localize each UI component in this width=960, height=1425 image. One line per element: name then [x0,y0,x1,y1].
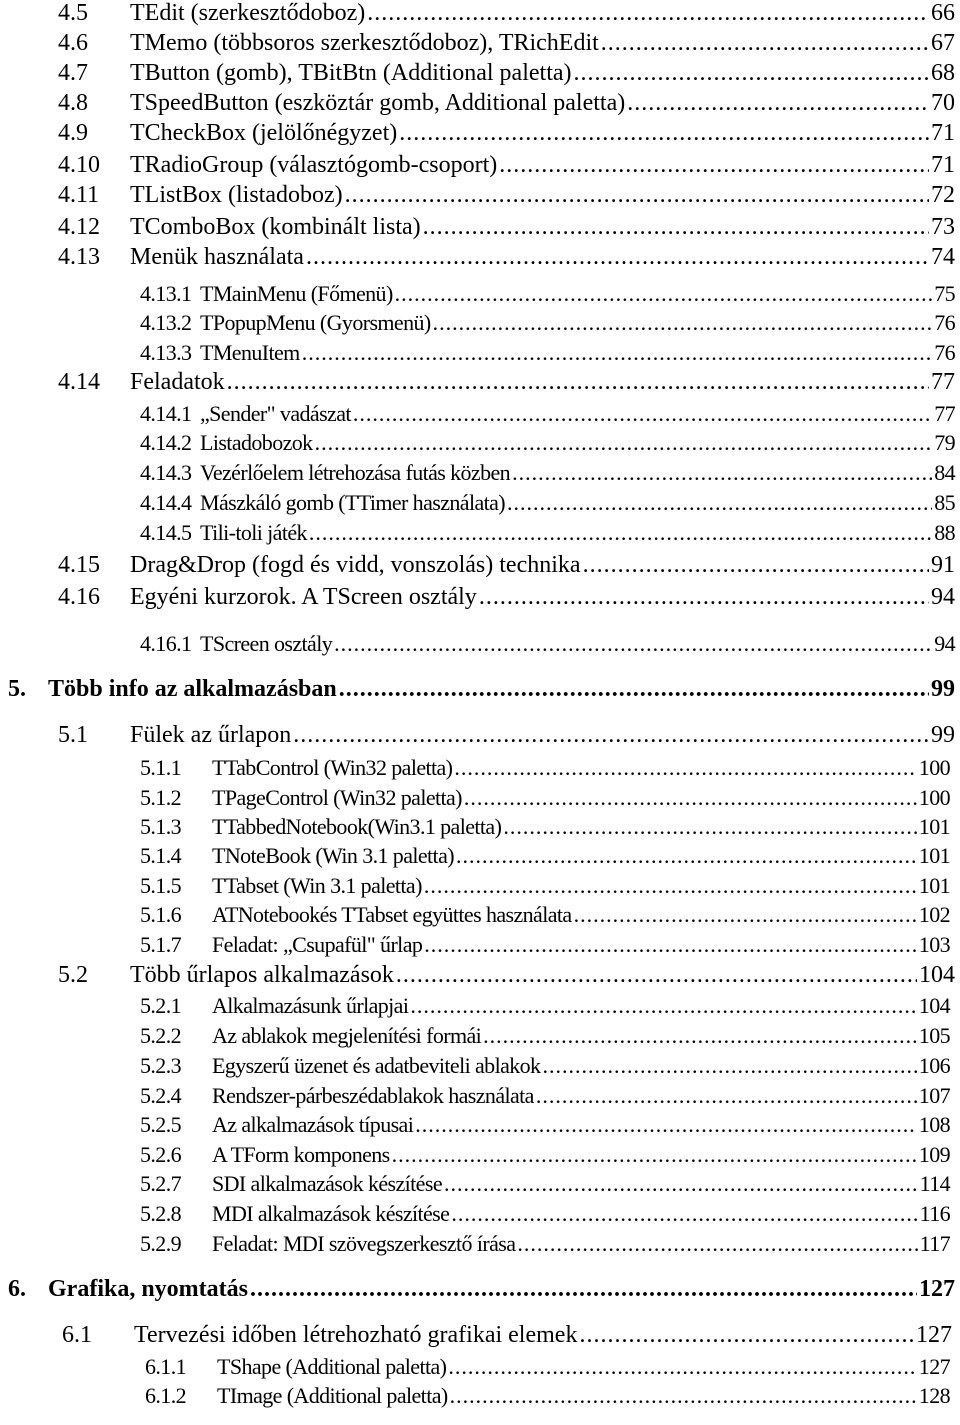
toc-entry-number: 5.2.9 [140,1231,182,1256]
dot-leader [415,1112,917,1137]
toc-entry-title: Vezérlőelem létrehozása futás közben [200,460,511,485]
dot-leader [479,584,929,612]
toc-entry-number: 5.2.1 [140,993,182,1018]
toc-entry[interactable] [58,60,955,88]
toc-entry-number: 4.13.2 [140,310,192,335]
toc-entry-number: 5.1.7 [140,932,182,957]
toc-entry-title: Feladat: MDI szövegszerkesztő írása [212,1231,516,1256]
dot-leader [433,310,933,335]
dot-leader [454,755,916,780]
toc-entry-title: Drag&Drop (fogd és vidd, vonszolás) technika [130,552,581,578]
toc-entry[interactable] [140,1201,950,1226]
toc-entry-number: 4.14.1 [140,401,192,426]
toc-entry[interactable] [140,631,955,656]
toc-entry-number: 5.1.4 [140,843,182,868]
toc-entry-number: 5.2.2 [140,1023,182,1048]
toc-entry-number: 5.1.5 [140,873,182,898]
toc-entry-title: TTabset (Win 3.1 paletta) [212,873,422,898]
toc-entry[interactable] [8,1276,955,1304]
toc-entry-page: 88 [934,520,955,545]
dot-leader [353,401,932,426]
toc-entry-page: 72 [931,182,955,208]
toc-entry[interactable] [140,814,950,839]
toc-entry-title: Feladatok [130,369,225,395]
dot-leader [395,281,933,306]
toc-entry-number: 4.12 [58,214,100,240]
toc-entry-page: 99 [931,722,955,748]
dot-leader [512,460,932,485]
toc-entry-title: TImage (Additional paletta) [217,1383,448,1408]
toc-entry[interactable] [58,214,955,242]
toc-entry-page: 101 [918,814,950,839]
dot-leader [499,152,929,180]
toc-entry[interactable] [58,369,955,397]
toc-entry-page: 109 [918,1142,950,1167]
toc-entry[interactable] [140,785,950,810]
toc-entry-number: 4.13.1 [140,281,192,306]
toc-entry-title: Egyéni kurzorok. A TScreen osztály [130,584,477,610]
toc-entry-page: 127 [918,1354,950,1379]
toc-entry-title: Az alkalmazások típusai [212,1112,414,1137]
dot-leader [334,631,932,656]
toc-entry-page: 127 [916,1322,952,1348]
toc-entry-title: TCheckBox (jelölőnégyzet) [130,120,398,146]
toc-entry[interactable] [58,244,955,272]
toc-entry[interactable] [58,152,955,180]
toc-entry-title: Alkalmazásunk űrlapjai [212,993,409,1018]
toc-entry[interactable] [140,873,950,898]
toc-entry-title: Fülek az űrlapon [130,722,292,748]
toc-entry-number: 4.7 [58,60,88,86]
toc-entry[interactable] [58,30,955,58]
toc-entry-page: 103 [918,932,950,957]
toc-entry-page: 73 [931,214,955,240]
toc-entry-title: ATNotebookés TTabset együttes használata [212,902,572,927]
toc-entry-number: 5.2.7 [140,1171,182,1196]
dot-leader [507,490,932,515]
toc-entry-number: 6.1.2 [145,1383,187,1408]
toc-entry[interactable] [140,490,955,515]
toc-entry[interactable] [145,1383,950,1408]
toc-entry-page: 104 [919,962,955,988]
toc-entry[interactable] [140,310,955,335]
toc-entry-number: 5.2.3 [140,1053,182,1078]
dot-leader [579,1322,914,1350]
toc-entry[interactable] [140,1023,950,1048]
toc-entry[interactable] [140,460,955,485]
toc-entry-number: 4.8 [58,90,88,116]
toc-entry-page: 114 [919,1171,950,1196]
toc-entry-title: TTabControl (Win32 paletta) [212,755,453,780]
toc-entry[interactable] [58,962,955,990]
toc-entry-title: Több űrlapos alkalmazások [130,962,394,988]
toc-entry-number: 4.16.1 [140,631,192,656]
toc-entry-title: TComboBox (kombinált lista) [130,214,421,240]
toc-entry-page: 116 [919,1201,950,1226]
toc-entry[interactable] [58,120,955,148]
dot-leader [450,1383,917,1408]
dot-leader [302,340,933,365]
toc-entry-title: Egyszerű üzenet és adatbeviteli ablakok [212,1053,541,1078]
toc-entry-page: 67 [931,30,955,56]
toc-entry-title: A TForm komponens [212,1142,390,1167]
toc-entry-page: 77 [931,369,955,395]
toc-entry[interactable] [145,1354,950,1379]
toc-entry-page: 91 [931,552,955,578]
dot-leader [424,932,917,957]
toc-entry-title: „Sender" vadászat [200,401,351,426]
toc-entry-page: 101 [918,843,950,868]
toc-entry-number: 4.14.2 [140,430,192,455]
toc-entry[interactable] [58,182,955,210]
dot-leader [423,214,929,242]
dot-leader [250,1276,917,1304]
toc-entry[interactable] [140,843,950,868]
toc-entry-page: 99 [931,676,955,702]
toc-entry-number: 6.1.1 [145,1354,187,1379]
dot-leader [345,182,929,210]
toc-entry-title: Tervezési időben létrehozható grafikai elemek [134,1322,578,1348]
toc-entry-number: 4.9 [58,120,88,146]
toc-entry-title: Tili-toli játék [200,520,307,545]
toc-entry-title: TRadioGroup (választógomb-csoport) [130,152,498,178]
dot-leader [464,785,917,810]
toc-entry-title: Menük használata [130,244,304,270]
toc-entry-number: 5.1.3 [140,814,182,839]
toc-entry-number: 5.1.2 [140,785,182,810]
dot-leader [448,1354,916,1379]
dot-leader [396,962,917,990]
dot-leader [536,1083,917,1108]
toc-entry-page: 76 [934,340,955,365]
toc-entry-page: 74 [931,244,955,270]
toc-entry-page: 106 [918,1053,950,1078]
toc-entry[interactable] [8,676,955,704]
toc-entry-page: 102 [918,902,950,927]
toc-entry-number: 4.13 [58,244,100,270]
toc-entry-number: 4.6 [58,30,88,56]
toc-entry-page: 85 [934,490,955,515]
toc-entry-title: Az ablakok megjelenítési formái [212,1023,482,1048]
dot-leader [444,1171,918,1196]
toc-entry-page: 94 [931,584,955,610]
toc-entry-page: 94 [934,631,955,656]
toc-entry-page: 66 [931,0,955,26]
dot-leader [315,430,933,455]
toc-entry-title: Listadobozok [200,430,313,455]
toc-entry-title: Mászkáló gomb (TTimer használata) [200,490,506,515]
dot-leader [392,1142,917,1167]
toc-entry-page: 84 [934,460,955,485]
toc-entry-number: 5.2 [58,962,88,988]
toc-entry-number: 5.2.8 [140,1201,182,1226]
dot-leader [542,1053,916,1078]
toc-entry-page: 77 [934,401,955,426]
toc-entry-title: TShape (Additional paletta) [217,1354,447,1379]
dot-leader [339,676,929,704]
toc-entry[interactable] [140,1171,950,1196]
dot-leader [410,993,916,1018]
toc-entry-page: 71 [931,152,955,178]
toc-entry-title: Feladat: „Csupafül" űrlap [212,932,423,957]
toc-entry[interactable] [140,902,950,927]
toc-entry-page: 68 [931,60,955,86]
toc-entry-number: 6. [8,1276,26,1302]
toc-entry-number: 4.5 [58,0,88,26]
dot-leader [456,843,917,868]
dot-leader [451,1201,917,1226]
toc-entry-title: TNoteBook (Win 3.1 paletta) [212,843,454,868]
toc-entry-title: MDI alkalmazások készítése [212,1201,450,1226]
toc-entry-title: Grafika, nyomtatás [48,1276,248,1302]
toc-entry[interactable] [140,1231,950,1256]
dot-leader [503,814,916,839]
toc-entry-title: TTabbedNotebook(Win3.1 paletta) [212,814,502,839]
toc-entry-number: 5.2.5 [140,1112,182,1137]
toc-entry[interactable] [62,1322,952,1350]
toc-entry-number: 4.10 [58,152,100,178]
toc-entry[interactable] [140,1142,950,1167]
toc-entry-page: 128 [918,1383,950,1408]
toc-entry-title: TListBox (listadoboz) [130,182,343,208]
toc-entry-title: SDI alkalmazások készítése [212,1171,442,1196]
toc-entry[interactable] [140,1112,950,1137]
toc-entry[interactable] [140,993,950,1018]
toc-entry-page: 100 [918,785,950,810]
toc-entry[interactable] [58,722,955,750]
toc-entry-number: 5.1 [58,722,88,748]
toc-entry[interactable] [140,932,950,957]
toc-entry[interactable] [140,281,955,306]
toc-entry-page: 71 [931,120,955,146]
dot-leader [399,120,929,148]
dot-leader [309,520,932,545]
toc-entry-number: 5.1.1 [140,755,182,780]
toc-entry-title: TMainMenu (Főmenü) [200,281,393,306]
dot-leader [227,369,929,397]
toc-entry[interactable] [140,401,955,426]
toc-entry-title: TMemo (többsoros szerkesztődoboz), TRichEdit [130,30,599,56]
toc-entry-page: 108 [918,1112,950,1137]
toc-entry-number: 4.14 [58,369,100,395]
toc-entry-title: TSpeedButton (eszköztár gomb, Additional paletta) [130,90,626,116]
toc-entry-page: 117 [919,1231,950,1256]
toc-entry[interactable] [58,0,955,28]
toc-entry-title: TMenuItem [200,340,300,365]
toc-entry-number: 4.16 [58,584,100,610]
toc-entry-number: 5.2.6 [140,1142,182,1167]
toc-entry[interactable] [58,584,955,612]
dot-leader [424,873,917,898]
dot-leader [483,1023,917,1048]
toc-entry-page: 70 [931,90,955,116]
toc-entry[interactable] [140,340,955,365]
toc-entry-page: 101 [918,873,950,898]
toc-entry-title: Rendszer-párbeszédablakok használata [212,1083,534,1108]
dot-leader [574,60,929,88]
toc-entry[interactable] [140,755,950,780]
toc-entry-number: 4.13.3 [140,340,192,365]
dot-leader [293,722,929,750]
dot-leader [517,1231,917,1256]
toc-entry[interactable] [140,1053,950,1078]
dot-leader [601,30,929,58]
toc-entry-number: 4.15 [58,552,100,578]
toc-entry-number: 5. [8,676,26,702]
dot-leader [627,90,929,118]
toc-entry-title: TButton (gomb), TBitBtn (Additional paletta) [130,60,572,86]
toc-entry-page: 75 [934,281,955,306]
toc-entry-number: 5.2.4 [140,1083,182,1108]
toc-entry-title: TScreen osztály [200,631,333,656]
toc-entry-page: 100 [918,755,950,780]
toc-entry-page: 105 [918,1023,950,1048]
toc-entry-page: 127 [919,1276,955,1302]
toc-entry[interactable] [140,520,955,545]
dot-leader [574,902,917,927]
toc-entry[interactable] [140,430,955,455]
toc-entry[interactable] [58,90,955,118]
toc-entry-page: 76 [934,310,955,335]
toc-entry-number: 6.1 [62,1322,92,1348]
toc-entry-number: 4.14.5 [140,520,192,545]
toc-entry-number: 4.14.4 [140,490,192,515]
toc-entry-title: TPageControl (Win32 paletta) [212,785,462,810]
toc-entry[interactable] [58,552,955,580]
toc-entry-title: Több info az alkalmazásban [48,676,337,702]
toc-entry-page: 104 [918,993,950,1018]
toc-entry-title: TEdit (szerkesztődoboz) [130,0,366,26]
toc-entry-number: 5.1.6 [140,902,182,927]
toc-entry-page: 107 [918,1083,950,1108]
toc-entry-title: TPopupMenu (Gyorsmenü) [200,310,431,335]
dot-leader [306,244,929,272]
toc-entry[interactable] [140,1083,950,1108]
toc-entry-number: 4.14.3 [140,460,192,485]
dot-leader [583,552,929,580]
toc-entry-number: 4.11 [58,182,100,208]
toc-entry-page: 79 [934,430,955,455]
dot-leader [367,0,929,28]
